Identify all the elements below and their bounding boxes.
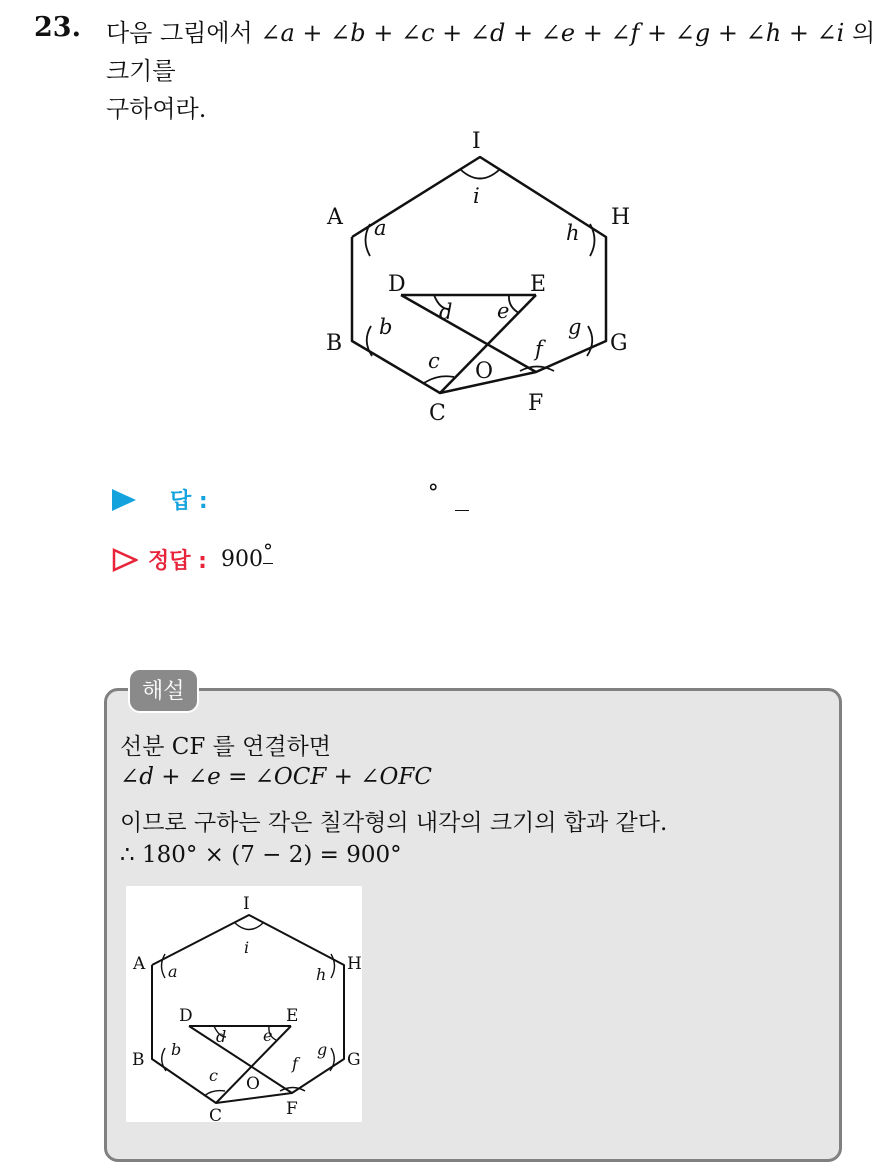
solution-line-3: 이므로 구하는 각은 칠각형의 내각의 크기의 합과 같다.	[120, 810, 668, 836]
sol-point-label-e: E	[286, 1006, 299, 1026]
angle-label-b: b	[379, 315, 393, 339]
sol-point-label-b: B	[132, 1050, 145, 1070]
answer-unit-underline	[455, 510, 469, 511]
question-number: 23.	[34, 12, 81, 43]
solution-line-1: 선분 CF 를 연결하면	[120, 734, 332, 760]
sol-angle-label-h: h	[316, 965, 327, 984]
correct-answer-value: 900°	[220, 539, 273, 572]
question-text	[106, 14, 876, 128]
answer-row	[112, 481, 439, 515]
sol-angle-label-d: d	[216, 1027, 227, 1046]
answer-label: 답 :	[170, 489, 208, 514]
correct-arrow-icon	[112, 548, 138, 572]
angle-label-f: f	[535, 337, 543, 361]
sol-angle-label-g: g	[317, 1040, 328, 1059]
sol-angle-label-e: e	[263, 1026, 273, 1045]
point-label-b: B	[326, 331, 343, 356]
sol-point-label-d: D	[179, 1006, 193, 1026]
solution-figure	[126, 886, 362, 1122]
point-label-f: F	[528, 391, 544, 416]
angle-label-d: d	[439, 300, 453, 324]
sol-point-label-g: G	[347, 1050, 361, 1070]
point-label-i: I	[472, 129, 481, 154]
sol-point-label-a: A	[133, 954, 146, 974]
geometry-figure	[320, 118, 650, 438]
solution-line-2: ∠d + ∠e = ∠OCF + ∠OFC	[120, 764, 432, 790]
question-math: ∠a + ∠b + ∠c + ∠d + ∠e + ∠f + ∠g + ∠h + ∠i	[260, 19, 845, 47]
angle-label-g: g	[568, 315, 582, 339]
point-label-g: G	[610, 331, 628, 356]
angle-label-h: h	[566, 221, 580, 245]
point-label-h: H	[611, 205, 631, 230]
solution-line-4: ∴ 180° × (7 − 2) = 900°	[120, 842, 402, 868]
sol-point-label-i: I	[243, 894, 250, 914]
sol-point-label-f: F	[286, 1099, 298, 1119]
correct-answer-row	[112, 539, 273, 575]
sol-angle-label-f: f	[292, 1054, 298, 1073]
point-label-o: O	[475, 359, 494, 384]
point-label-c: C	[429, 401, 446, 426]
sol-point-label-o: O	[246, 1074, 260, 1094]
angle-label-c: c	[428, 349, 440, 373]
sol-angle-label-i: i	[244, 938, 250, 957]
point-label-d: D	[388, 272, 406, 297]
point-label-a: A	[327, 205, 343, 230]
question-line-2: 구하여라.	[106, 95, 207, 123]
question-line-1: 다음 그림에서 ∠a + ∠b + ∠c + ∠d + ∠e + ∠f + ∠g + ∠h + ∠i 의 크기를	[106, 19, 876, 85]
answer-arrow-icon	[112, 489, 136, 511]
correct-answer-unit: °	[262, 539, 273, 563]
solution-tag: 해설	[128, 668, 199, 713]
sol-point-label-h: H	[347, 954, 362, 974]
angle-label-a: a	[374, 216, 387, 240]
sol-angle-label-b: b	[171, 1040, 182, 1059]
sol-angle-label-a: a	[168, 962, 178, 981]
angle-label-i: i	[473, 184, 480, 208]
answer-input[interactable]	[208, 488, 428, 512]
angle-label-e: e	[497, 299, 510, 323]
point-label-e: E	[530, 272, 547, 297]
answer-unit: °	[427, 481, 439, 506]
correct-answer-label: 정답 :	[148, 549, 207, 574]
sol-point-label-c: C	[209, 1106, 223, 1122]
sol-angle-label-c: c	[209, 1066, 218, 1085]
